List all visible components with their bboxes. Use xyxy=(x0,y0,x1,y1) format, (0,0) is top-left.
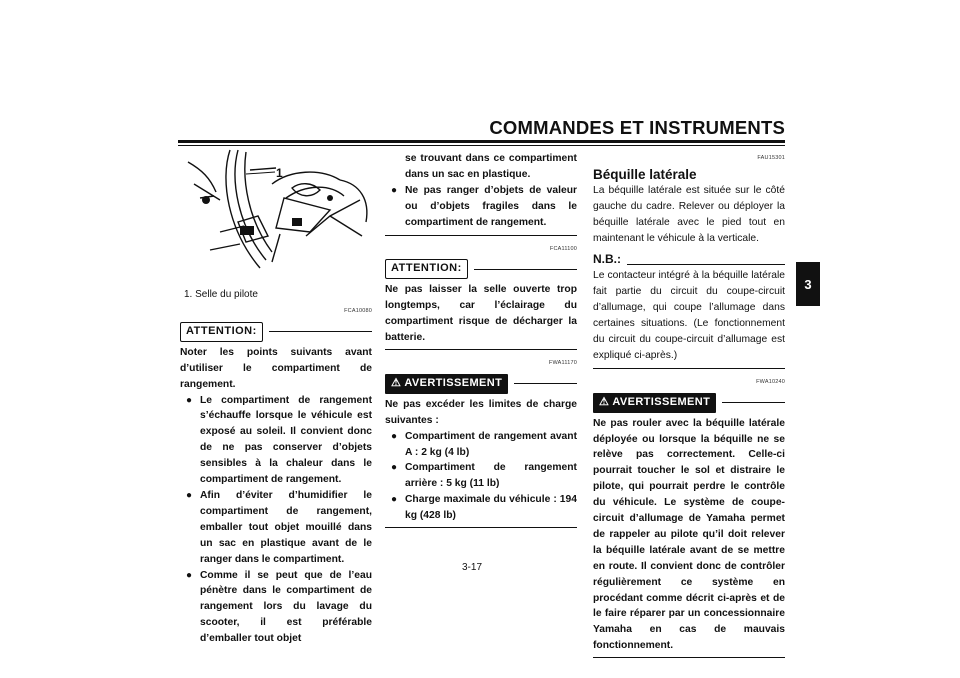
warning-heading xyxy=(593,393,785,413)
nb-rule xyxy=(627,264,785,265)
warning-rule xyxy=(722,402,785,403)
list-item-text: Comme il se peut que de l’eau pénètre dans le compartiment de rangement lors du lavage du scooter, il est préférable d’emballer tout objet xyxy=(200,569,372,645)
bullet-icon: ● xyxy=(391,430,398,442)
list-item xyxy=(186,393,372,488)
section-rule xyxy=(593,368,785,369)
warning-label xyxy=(385,374,508,394)
list-item-text: Charge maximale du véhicule : 194 kg (428 lb) xyxy=(405,494,577,522)
list-item-text: Afin d’éviter d’humidifier le compartiment de rangement, emballer tout objet mouillé dans un sac en plastique avant de le ranger dans le compartiment. xyxy=(200,489,372,565)
section-body: La béquille latérale est située sur le côté gauche du cadre. Relever ou déployer la béquille latérale avec le pied tout en maintenant le véhicule à la verticale. xyxy=(593,184,785,244)
attention-label: ATTENTION: xyxy=(385,259,468,279)
attention-text: Ne pas laisser la selle ouverte trop longtemps, car l’éclairage du compartiment risque de décharger la batterie. xyxy=(385,284,577,344)
warning-rule xyxy=(514,383,577,384)
reference-code: FWA10240 xyxy=(756,378,785,385)
chapter-tab: 3 xyxy=(796,262,820,306)
bullet-icon: ● xyxy=(186,569,193,581)
bullet-icon: ● xyxy=(186,489,193,501)
continuation-text: se trouvant dans ce compartiment dans un sac en plastique. xyxy=(405,153,577,180)
section-title: Béquille latérale xyxy=(593,166,697,182)
warning-heading xyxy=(385,374,577,394)
section-rule xyxy=(385,235,577,236)
reference-code: FWA11170 xyxy=(548,359,577,366)
section-rule xyxy=(385,527,577,528)
nb-text: Le contacteur intégré à la béquille latérale fait partie du circuit du coupe-circuit d’allumage, qui coupe l’allumage dans certaines situations. (Le fonctionnement du circuit du coupe-circuit d’allumage est expliqué ci-après.) xyxy=(593,270,785,361)
reference-code: FCA10080 xyxy=(344,308,372,314)
nb-heading xyxy=(593,252,785,268)
list-item xyxy=(391,460,577,492)
warning-label-text: AVERTISSEMENT xyxy=(404,376,503,389)
column-1 xyxy=(180,304,372,647)
warning-label-text: AVERTISSEMENT xyxy=(612,395,711,408)
bullet-icon: ● xyxy=(186,394,193,406)
section-rule xyxy=(593,657,785,658)
warning-label xyxy=(593,393,716,413)
attention-intro: Noter les points suivants avant d’utiliser le compartiment de rangement. xyxy=(180,346,372,390)
seat-illustration xyxy=(180,140,378,282)
figure-callout-number: 1 xyxy=(276,166,283,180)
list-item-text: Compartiment de rangement avant A : 2 kg (4 lb) xyxy=(405,430,577,458)
bullet-icon: ● xyxy=(391,494,398,506)
bullet-icon: ● xyxy=(391,462,398,474)
seat-drawing xyxy=(180,140,378,282)
list-item xyxy=(391,492,577,524)
list-item-text: Le compartiment de rangement s’échauffe lorsque le véhicule est exposé au soleil. Il convient donc de ne pas conserver d’objets sensibles à la chaleur dans le compartiment de rangement. xyxy=(200,394,372,486)
column-3 xyxy=(593,151,785,658)
attention-rule xyxy=(269,331,372,332)
list-item xyxy=(391,429,577,461)
attention-heading xyxy=(180,322,372,342)
list-item-text: Ne pas ranger d’objets de valeur ou d’objets fragiles dans le compartiment de rangement. xyxy=(405,184,577,228)
reference-code: FAU15301 xyxy=(757,155,785,161)
attention-rule xyxy=(474,269,577,270)
warning-triangle-icon: ⚠ xyxy=(599,395,610,408)
warning-triangle-icon: ⚠ xyxy=(391,376,402,389)
warning-intro: Ne pas excéder les limites de charge suivantes : xyxy=(385,398,577,426)
column-2 xyxy=(385,151,577,528)
bullet-icon: ● xyxy=(391,184,398,196)
page-header-title: COMMANDES ET INSTRUMENTS xyxy=(489,117,785,138)
figure-caption: 1. Selle du pilote xyxy=(184,289,258,300)
nb-label: N.B.: xyxy=(593,252,621,267)
attention-label: ATTENTION: xyxy=(180,322,263,342)
list-item xyxy=(391,183,577,231)
list-item xyxy=(186,568,372,648)
reference-code: FCA11100 xyxy=(549,245,577,252)
list-item xyxy=(186,488,372,568)
warning-text: Ne pas rouler avec la béquille latérale déployée ou lorsque la béquille ne se relève pas correctement. Celle-ci pourrait toucher le sol et distraire le pilote, qui pourrait perdre le contrôle du véhicule. Le système de coupe-circuit d’allumage de Yamaha permet de rappeler au pilote qu’il doit relever la béquille latérale avant de se mettre en route. Il convient donc de contrôler régulièrement ce système en procédant comme décrit ci-après et de le faire réparer par un concessionnaire Yamaha en cas de mauvais fonctionnement. xyxy=(593,417,785,652)
list-item-text: Compartiment de rangement arrière : 5 kg (11 lb) xyxy=(405,462,577,490)
page-number: 3-17 xyxy=(462,562,483,573)
section-rule xyxy=(385,349,577,350)
attention-heading xyxy=(385,259,577,279)
